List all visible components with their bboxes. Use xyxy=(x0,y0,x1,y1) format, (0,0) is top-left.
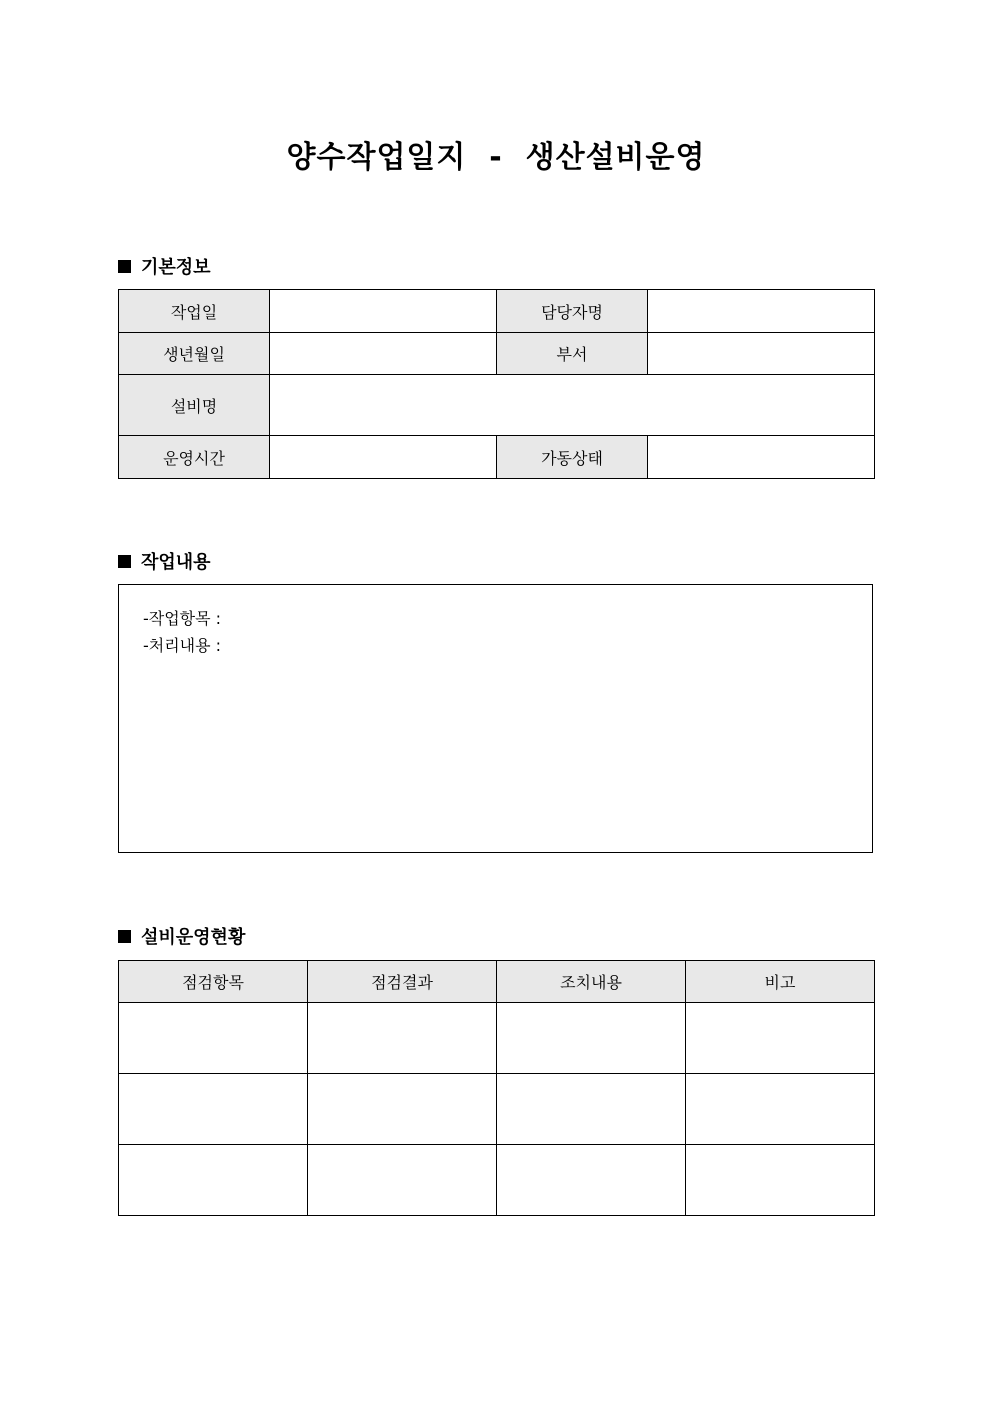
square-bullet-icon xyxy=(118,555,131,568)
birthdate-field[interactable] xyxy=(270,333,497,375)
department-label: 부서 xyxy=(497,333,648,375)
operating-hours-label: 운영시간 xyxy=(119,436,270,479)
basic-info-heading: 기본정보 xyxy=(141,257,211,278)
table-cell[interactable] xyxy=(308,1145,497,1216)
section-heading-basic-info xyxy=(118,253,211,279)
operating-status-field[interactable] xyxy=(648,436,875,479)
manager-field[interactable] xyxy=(648,290,875,333)
table-cell[interactable] xyxy=(308,1003,497,1074)
equipment-name-field[interactable] xyxy=(270,375,875,436)
square-bullet-icon xyxy=(118,930,131,943)
column-header-inspection-result: 점검결과 xyxy=(308,961,497,1003)
equipment-status-table xyxy=(118,960,875,1216)
department-field[interactable] xyxy=(648,333,875,375)
page-title: 양수작업일지 - 생산설비운영 xyxy=(286,140,706,175)
table-row xyxy=(119,1074,875,1145)
table-cell[interactable] xyxy=(686,1074,875,1145)
table-cell[interactable] xyxy=(119,1145,308,1216)
work-date-field[interactable] xyxy=(270,290,497,333)
section-heading-equipment-status xyxy=(118,923,245,949)
table-row xyxy=(119,1145,875,1216)
basic-info-table xyxy=(118,289,875,479)
equipment-status-heading: 설비운영현황 xyxy=(141,927,246,948)
operating-hours-field[interactable] xyxy=(270,436,497,479)
table-cell[interactable] xyxy=(686,1145,875,1216)
manager-label: 담당자명 xyxy=(497,290,648,333)
work-date-label: 작업일 xyxy=(119,290,270,333)
column-header-remarks: 비고 xyxy=(686,961,875,1003)
birthdate-label: 생년월일 xyxy=(119,333,270,375)
table-cell[interactable] xyxy=(119,1003,308,1074)
work-content-box[interactable] xyxy=(118,584,873,853)
table-row xyxy=(119,1003,875,1074)
operating-status-label: 가동상태 xyxy=(497,436,648,479)
table-cell[interactable] xyxy=(308,1074,497,1145)
table-cell[interactable] xyxy=(497,1074,686,1145)
table-cell[interactable] xyxy=(686,1003,875,1074)
column-header-inspection-item: 점검항목 xyxy=(119,961,308,1003)
square-bullet-icon xyxy=(118,260,131,273)
process-content-line: -처리내용 : xyxy=(143,636,222,655)
work-item-line: -작업항목 : xyxy=(143,609,222,628)
table-cell[interactable] xyxy=(119,1074,308,1145)
table-cell[interactable] xyxy=(497,1145,686,1216)
column-header-action-taken: 조치내용 xyxy=(497,961,686,1003)
equipment-name-label: 설비명 xyxy=(119,375,270,436)
table-cell[interactable] xyxy=(497,1003,686,1074)
section-heading-work-content xyxy=(118,548,211,574)
work-content-heading: 작업내용 xyxy=(141,552,211,573)
